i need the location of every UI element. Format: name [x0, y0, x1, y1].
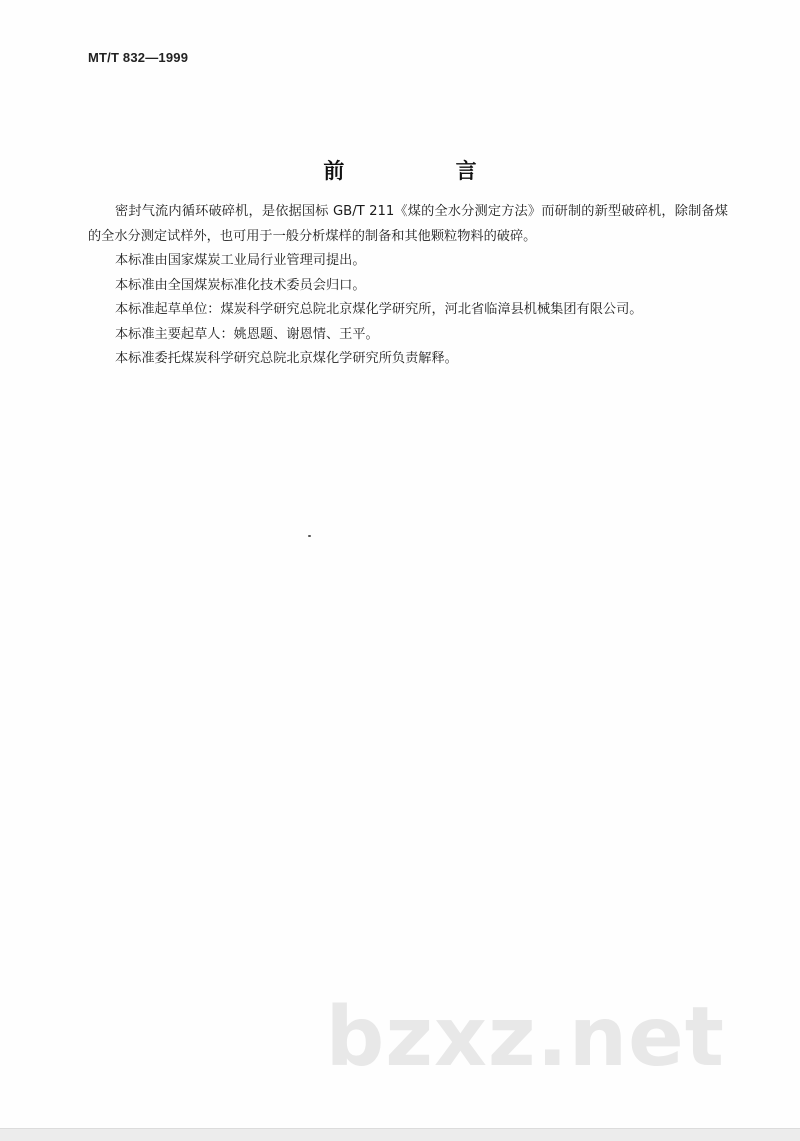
paragraph-drafters: 本标准主要起草人：姚恩题、谢恩情、王平。: [115, 326, 379, 342]
paragraph-intro: 密封气流内循环破碎机，是依据国标 GB/T 211《煤的全水分测定方法》而研制的新型破碎机，除制备煤的全水分测定试样外，也可用于一般分析煤样的制备和其他颗粒物料的破碎。: [88, 204, 728, 244]
foreword-body: [88, 200, 728, 372]
paragraph-interpretation: 本标准委托煤炭科学研究总院北京煤化学研究所负责解释。: [115, 351, 458, 366]
scan-speck: [308, 535, 311, 537]
paragraph-drafting-units: 本标准起草单位：煤炭科学研究总院北京煤化学研究所，河北省临漳县机械集团有限公司。: [115, 302, 643, 317]
paragraph-administrator: 本标准由全国煤炭标准化技术委员会归口。: [115, 277, 366, 293]
page-title: 前 言: [323, 159, 529, 183]
watermark: bzxz.net: [325, 990, 725, 1085]
standard-number: MT/T 832—1999: [88, 50, 189, 65]
paragraph-proposer: 本标准由国家煤炭工业局行业管理司提出。: [115, 253, 366, 268]
page-bottom-edge: [0, 1128, 800, 1141]
